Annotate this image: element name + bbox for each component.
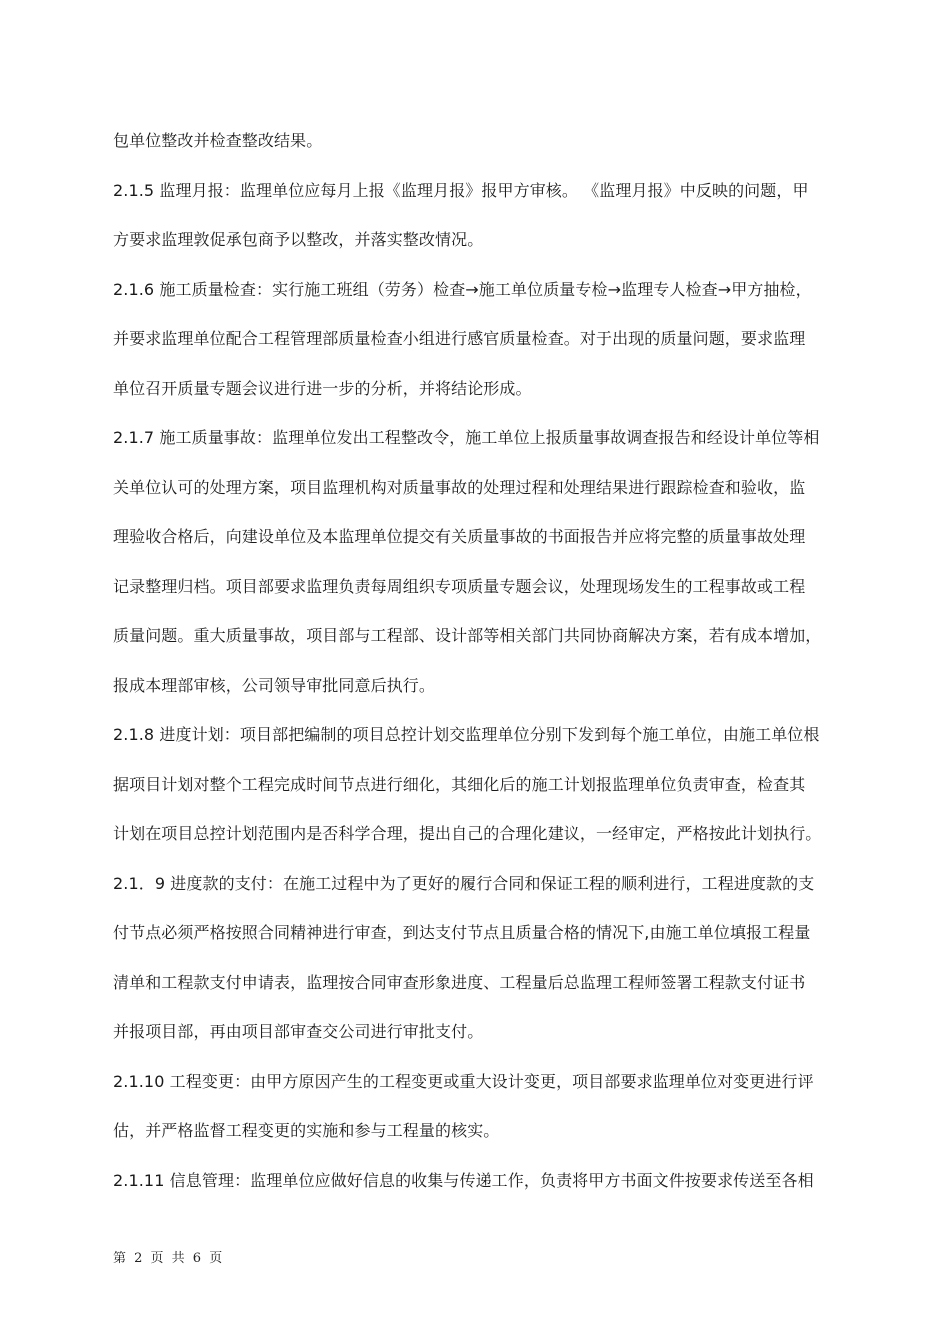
text-line: 记录整理归档。项目部要求监理负责每周组织专项质量专题会议，处理现场发生的工程事故或工程 <box>113 576 806 596</box>
text-line: 付节点必须严格按照合同精神进行审查，到达支付节点且质量合格的情况下,由施工单位填报工程量 <box>113 923 811 942</box>
paragraph-continuation <box>113 116 840 166</box>
text-line: 理验收合格后，向建设单位及本监理单位提交有关质量事故的书面报告并应将完整的质量事故处理 <box>113 527 806 546</box>
paragraph-2-1-9 <box>113 859 840 1057</box>
document-body <box>113 116 840 1205</box>
text-line: 清单和工程款支付申请表，监理按合同审查形象进度、工程量后总监理工程师签署工程款支付证书 <box>113 972 806 992</box>
text-line: 2.1.7 施工质量事故：监理单位发出工程整改令，施工单位上报质量事故调查报告和经设计单位等相 <box>113 428 820 447</box>
text-line: 包单位整改并检查整改结果。 <box>113 131 323 150</box>
text-line: 关单位认可的处理方案，项目监理机构对质量事故的处理过程和处理结果进行跟踪检查和验收，监 <box>113 477 806 497</box>
text-line: 2.1.11 信息管理：监理单位应做好信息的收集与传递工作，负责将甲方书面文件按要求传送至各相 <box>113 1170 814 1190</box>
paragraph-2-1-7 <box>113 413 840 710</box>
text-line: 并报项目部，再由项目部审查交公司进行审批支付。 <box>113 1022 484 1041</box>
page-footer: 第 2 页 共 6 页 <box>113 1251 225 1266</box>
paragraph-2-1-10 <box>113 1057 840 1156</box>
paragraph-2-1-11 <box>113 1156 840 1206</box>
text-line: 报成本理部审核，公司领导审批同意后执行。 <box>113 675 436 695</box>
text-line: 2.1.5 监理月报：监理单位应每月上报《监理月报》报甲方审核。 《监理月报》中反映的问题，甲 <box>113 180 809 200</box>
paragraph-2-1-8 <box>113 710 840 859</box>
text-line: 质量问题。重大质量事故，项目部与工程部、设计部等相关部门共同协商解决方案，若有成本增加， <box>113 626 822 645</box>
text-line: 单位召开质量专题会议进行进一步的分析，并将结论形成。 <box>113 378 532 398</box>
paragraph-2-1-5 <box>113 166 840 265</box>
text-line: 计划在项目总控计划范围内是否科学合理，提出自己的合理化建议，一经审定，严格按此计划执行。 <box>113 824 822 843</box>
paragraph-2-1-6 <box>113 265 840 414</box>
text-line: 2.1.8 进度计划：项目部把编制的项目总控计划交监理单位分别下发到每个施工单位，由施工单位根 <box>113 725 820 744</box>
text-line: 2.1．9 进度款的支付：在施工过程中为了更好的履行合同和保证工程的顺利进行，工程进度款的支 <box>113 873 815 893</box>
text-line: 2.1.6 施工质量检查：实行施工班组（劳务）检查→施工单位质量专检→监理专人检查→甲方抽检， <box>113 279 812 299</box>
text-line: 据项目计划对整个工程完成时间节点进行细化，其细化后的施工计划报监理单位负责审查，检查其 <box>113 774 806 794</box>
text-line: 2.1.10 工程变更：由甲方原因产生的工程变更或重大设计变更，项目部要求监理单位对变更进行评 <box>113 1071 814 1091</box>
text-line: 方要求监理敦促承包商予以整改，并落实整改情况。 <box>113 230 484 249</box>
text-line: 估，并严格监督工程变更的实施和参与工程量的核实。 <box>113 1121 500 1140</box>
text-line: 并要求监理单位配合工程管理部质量检查小组进行感官质量检查。对于出现的质量问题，要求监理 <box>113 329 806 348</box>
